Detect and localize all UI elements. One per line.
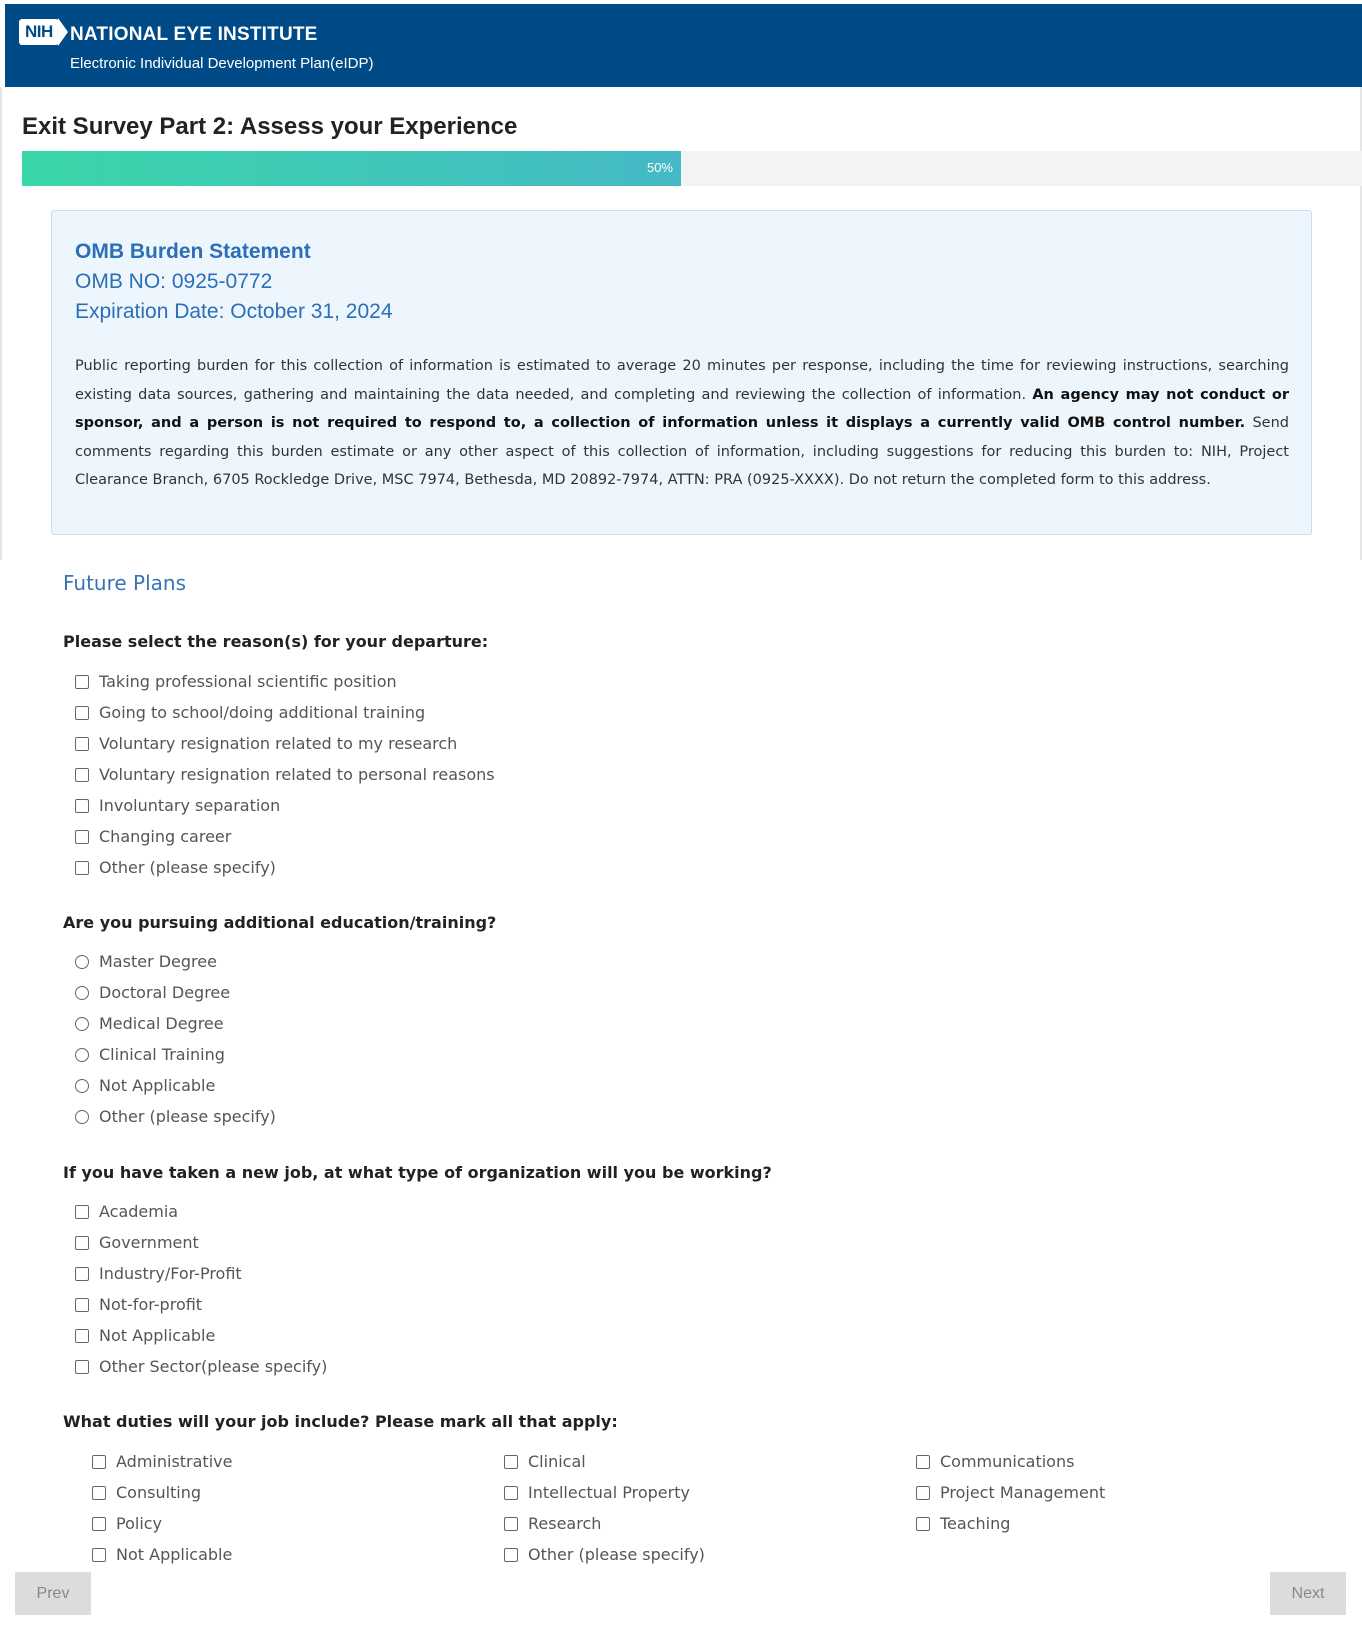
option-label: Teaching [940,1514,1011,1533]
checkbox-icon[interactable] [504,1548,518,1562]
checkbox-icon[interactable] [75,1329,89,1343]
radio-icon[interactable] [75,955,89,969]
checkbox-option[interactable] [75,1326,215,1345]
progress-fill [22,151,681,186]
omb-body-text [75,352,1289,495]
checkbox-icon[interactable] [92,1548,106,1562]
omb-body-part2: Send comments regarding this burden estimate or any other aspect of this collection of information, including suggestions for reducing this burden to: NIH, Project Clearance Branch, 6705 Rockledge Drive, MSC 7974, Bethesda, MD 20892-7974, ATTN: PRA (0925-XXXX). Do not return the completed form to this address. [75,415,1289,488]
prev-button[interactable]: Prev [15,1572,91,1615]
checkbox-option[interactable] [92,1483,201,1502]
omb-expiration: Expiration Date: October 31, 2024 [75,300,393,323]
checkbox-option[interactable] [92,1545,232,1564]
checkbox-icon[interactable] [75,1205,89,1219]
option-label: Clinical [528,1452,586,1471]
checkbox-option[interactable] [75,858,276,877]
checkbox-option[interactable] [504,1452,586,1471]
org-name: NATIONAL EYE INSTITUTE [70,24,318,45]
option-label: Intellectual Property [528,1483,690,1502]
checkbox-option[interactable] [75,1233,199,1252]
checkbox-icon[interactable] [916,1517,930,1531]
option-label: Doctoral Degree [99,983,231,1002]
option-label: Medical Degree [99,1014,224,1033]
next-button[interactable]: Next [1270,1572,1346,1615]
checkbox-icon[interactable] [75,737,89,751]
left-divider [0,87,2,560]
option-label: Communications [940,1452,1075,1471]
checkbox-option[interactable] [504,1483,690,1502]
checkbox-icon[interactable] [75,799,89,813]
radio-option[interactable] [75,983,230,1002]
checkbox-icon[interactable] [75,675,89,689]
checkbox-option[interactable] [75,827,231,846]
checkbox-option[interactable] [75,1202,178,1221]
checkbox-icon[interactable] [75,1236,89,1250]
option-label: Master Degree [99,952,217,971]
option-label: Administrative [116,1452,233,1471]
checkbox-option[interactable] [75,672,397,691]
option-label: Consulting [116,1483,202,1502]
checkbox-icon[interactable] [504,1486,518,1500]
radio-option[interactable] [75,1014,224,1033]
checkbox-option[interactable] [916,1483,1105,1502]
checkbox-icon[interactable] [916,1486,930,1500]
option-label: Policy [116,1514,163,1533]
omb-burden-panel [51,210,1312,535]
checkbox-option[interactable] [916,1452,1074,1471]
option-label: Other Sector(please specify) [99,1357,328,1376]
checkbox-icon[interactable] [75,830,89,844]
checkbox-option[interactable] [92,1514,162,1533]
radio-icon[interactable] [75,1017,89,1031]
option-label: Clinical Training [99,1045,225,1064]
question-departure-reasons: Please select the reason(s) for your departure: [63,632,489,651]
option-label: Not Applicable [116,1545,233,1564]
checkbox-icon[interactable] [75,706,89,720]
option-label: Taking professional scientific position [99,672,397,691]
checkbox-option[interactable] [75,1295,202,1314]
checkbox-option[interactable] [75,796,280,815]
option-label: Changing career [99,827,232,846]
option-label: Research [528,1514,602,1533]
checkbox-option[interactable] [75,1357,327,1376]
logo-chevron-icon [58,18,68,46]
omb-body-bold: An agency may not conduct or sponsor, and a person is not required to respond to, a collection of information unless it displays a currently valid OMB control number. [75,386,1289,431]
question-organization-type: If you have taken a new job, at what type of organization will you be working? [63,1163,772,1182]
checkbox-icon[interactable] [75,768,89,782]
option-label: Project Management [940,1483,1106,1502]
option-label: Voluntary resignation related to my research [99,734,458,753]
app-name: Electronic Individual Development Plan(eIDP) [70,55,374,72]
option-label: Other (please specify) [99,858,276,877]
option-label: Other (please specify) [99,1107,276,1126]
omb-body-part1: Public reporting burden for this collection of information is estimated to average 20 minutes per response, including the time for reviewing instructions, searching existing data sources, gathering and maintaining the data needed, and completing and reviewing the collection of information. [75,358,1289,403]
question-additional-education: Are you pursuing additional education/training? [63,913,497,932]
option-label: Not Applicable [99,1326,216,1345]
checkbox-option[interactable] [75,734,457,753]
checkbox-icon[interactable] [92,1517,106,1531]
option-label: Government [99,1233,199,1252]
radio-icon[interactable] [75,1110,89,1124]
section-title: Future Plans [63,571,187,595]
radio-icon[interactable] [75,1079,89,1093]
checkbox-option[interactable] [92,1452,232,1471]
nih-logo-text: NIH [19,19,59,45]
radio-option[interactable] [75,952,217,971]
checkbox-option[interactable] [916,1514,1010,1533]
option-label: Not-for-profit [99,1295,203,1314]
checkbox-icon[interactable] [75,1298,89,1312]
radio-option[interactable] [75,1107,276,1126]
progress-bar [22,151,1362,186]
option-label: Not Applicable [99,1076,216,1095]
option-label: Other (please specify) [528,1545,705,1564]
checkbox-option[interactable] [504,1545,705,1564]
omb-number: OMB NO: 0925-0772 [75,270,273,293]
omb-heading: OMB Burden Statement [75,240,311,263]
checkbox-option[interactable] [75,703,425,722]
option-label: Industry/For-Profit [99,1264,242,1283]
question-job-duties: What duties will your job include? Please mark all that apply: [63,1412,618,1431]
radio-option[interactable] [75,1045,225,1064]
checkbox-option[interactable] [75,1264,242,1283]
checkbox-option[interactable] [75,765,495,784]
checkbox-icon[interactable] [916,1455,930,1469]
checkbox-icon[interactable] [75,1267,89,1281]
page-title: Exit Survey Part 2: Assess your Experience [22,113,518,140]
checkbox-icon[interactable] [75,1360,89,1374]
nih-logo [19,18,68,46]
radio-icon[interactable] [75,1048,89,1062]
option-label: Voluntary resignation related to personal reasons [99,765,495,784]
checkbox-icon[interactable] [75,861,89,875]
checkbox-option[interactable] [504,1514,601,1533]
checkbox-icon[interactable] [504,1455,518,1469]
checkbox-icon[interactable] [92,1486,106,1500]
radio-option[interactable] [75,1076,215,1095]
progress-label: 50% [646,160,673,175]
option-label: Going to school/doing additional training [99,703,426,722]
checkbox-icon[interactable] [92,1455,106,1469]
checkbox-icon[interactable] [504,1517,518,1531]
option-label: Involuntary separation [99,796,281,815]
radio-icon[interactable] [75,986,89,1000]
app-header [5,4,1362,87]
option-label: Academia [99,1202,179,1221]
